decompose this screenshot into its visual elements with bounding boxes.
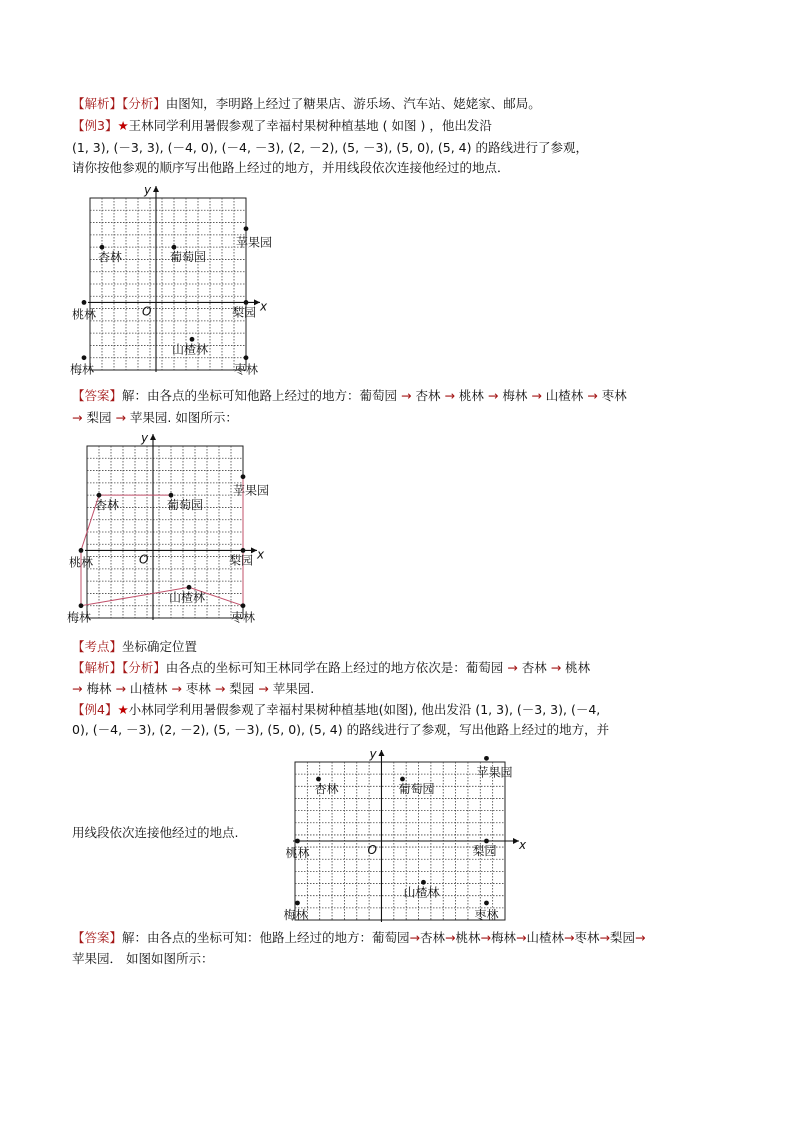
route-arrow: → (397, 388, 416, 403)
route-place: 梨园 (86, 410, 112, 425)
analysis-3-prefix: 由各点的坐标可知王林同学在路上经过的地方依次是： (165, 660, 466, 675)
route-arrow: → (516, 930, 527, 945)
coordinate-map-2 (67, 428, 272, 625)
y-axis-label: y (141, 431, 149, 445)
answer-4-suffix: ． 如图如图所示： (109, 951, 214, 966)
route-arrow: → (254, 681, 273, 696)
x-axis-label: x (519, 838, 527, 852)
tag-key-point: 【考点】 (72, 639, 123, 654)
route-place: 枣林 (574, 930, 600, 945)
map-point-label: 桃林 (69, 555, 94, 570)
route-place: 枣林 (185, 681, 211, 696)
map-point (421, 880, 426, 885)
key-point-text: 坐标确定位置 (122, 639, 198, 654)
map-point-label: 梨园 (232, 305, 257, 320)
map-point-label: 枣林 (234, 362, 259, 377)
route-place: 梅林 (502, 388, 528, 403)
route-arrow: → (564, 930, 575, 945)
example-4-line-2 (72, 720, 732, 740)
star-icon: ★ (117, 118, 129, 133)
map-point-label: 梅林 (67, 610, 92, 625)
origin-label: O (367, 843, 377, 857)
route-place: 山楂林 (545, 388, 584, 403)
route-place: 梅林 (86, 681, 112, 696)
map-point-label: 枣林 (474, 907, 499, 922)
analysis-text: 由图知，李明路上经过了糖果店、游乐场、汽车站、姥姥家、邮局。 (165, 96, 541, 111)
map-point-label: 杏林 (98, 250, 123, 265)
route-arrow: → (72, 681, 87, 696)
origin-label: O (142, 304, 152, 319)
example-4-text-2: 0), (－4, －3), (2, －2), (5, －3), (5, 0), (5, 4) 的路线进行了参观，写出他路上经过的地方，并 (72, 722, 610, 737)
map-figure-3 (282, 740, 532, 929)
route-arrow: → (480, 930, 492, 945)
tag-example-3: 【例3】 (72, 118, 118, 133)
example-3-line-2 (72, 138, 732, 158)
map-point-label: 葡萄园 (167, 498, 204, 513)
star-icon-2: ★ (117, 702, 129, 717)
map-point-label: 苹果园 (233, 483, 270, 498)
map-point (484, 901, 489, 906)
map-point-label: 山楂林 (169, 590, 206, 605)
map-point (79, 603, 84, 608)
analysis-3-suffix: . (310, 681, 315, 696)
answer-3-route-b (72, 410, 167, 425)
analysis-3-line-2 (72, 679, 732, 699)
map-point (244, 226, 249, 231)
map-point (244, 355, 249, 360)
map-point-label: 梨园 (472, 844, 497, 858)
analysis-3-route-a (466, 660, 590, 675)
tag-jiexi-2: 【解析】 (72, 660, 123, 675)
example-3-line-3 (72, 158, 732, 178)
route-place: 桃林 (455, 930, 481, 945)
example-4-text-3: 用线段依次连接他经过的地点. (72, 825, 239, 840)
answer-4-route-b (72, 951, 110, 966)
route-arrow: → (167, 681, 186, 696)
analysis-line-1 (72, 94, 732, 114)
tag-jiexi: 【解析】 (72, 96, 123, 111)
tag-example-4: 【例4】 (72, 702, 118, 717)
map-point (241, 474, 246, 479)
tag-answer: 【答案】 (72, 388, 123, 403)
route-place: 梨园 (610, 930, 636, 945)
map-point (100, 245, 105, 250)
route-arrow: → (111, 410, 130, 425)
map-point (241, 603, 246, 608)
route-place: 梅林 (491, 930, 517, 945)
map-point (244, 300, 249, 305)
map-point (172, 245, 177, 250)
map-point-label: 枣林 (231, 610, 256, 625)
map-point (97, 493, 102, 498)
route-arrow: → (72, 410, 87, 425)
answer-3-prefix: 解：由各点的坐标可知他路上经过的地方： (122, 388, 360, 403)
tag-fenxi-2: 【分析】 (122, 660, 166, 675)
y-axis-arrow-icon (378, 750, 384, 756)
route-place: 苹果园 (72, 951, 110, 966)
map-point (400, 777, 405, 782)
y-axis-arrow-icon (153, 186, 159, 192)
answer-3-line-1 (72, 386, 732, 406)
example-3-line-1 (72, 116, 732, 136)
route-place: 杏林 (420, 930, 446, 945)
route-arrow: → (583, 388, 602, 403)
analysis-3-route-b (72, 681, 310, 696)
x-axis-label: x (257, 547, 265, 562)
route-arrow: → (409, 930, 421, 945)
route-place: 葡萄园 (372, 930, 410, 945)
map-point-label: 苹果园 (476, 765, 513, 780)
map-point-label: 杏林 (314, 782, 339, 797)
map-point-label: 梨园 (229, 553, 254, 568)
answer-4-line-1 (72, 928, 732, 948)
map-point-label: 杏林 (95, 498, 120, 513)
route-arrow: → (503, 660, 522, 675)
map-point (295, 901, 300, 906)
map-figure-1 (72, 180, 272, 379)
map-figure-2 (67, 428, 272, 627)
route-place: 桃林 (458, 388, 484, 403)
example-3-text-3: 请你按他参观的顺序写出他路上经过的地方，并用线段依次连接他经过的地点． (72, 160, 510, 175)
route-place: 苹果园 (129, 410, 168, 425)
map-point-label: 桃林 (72, 307, 97, 322)
map-point (79, 548, 84, 553)
y-axis-label: y (369, 747, 377, 761)
map-point (241, 548, 246, 553)
y-axis-label: y (144, 183, 152, 197)
map-point-label: 山楂林 (403, 885, 440, 900)
route-path (81, 477, 243, 606)
map-point (316, 777, 321, 782)
route-arrow: → (483, 388, 503, 403)
answer-4-route-a: 葡萄园→杏林→桃林→梅林→山楂林→枣林→梨园→ (372, 930, 646, 945)
origin-label: O (139, 552, 149, 567)
example-4-line-3 (72, 823, 272, 843)
map-point-label: 苹果园 (236, 235, 273, 250)
map-point-label: 梅林 (283, 907, 308, 922)
answer-4-prefix: 解：由各点的坐标可知：他路上经过的地方： (122, 930, 373, 945)
coordinate-map-3 (282, 740, 532, 925)
route-place: 葡萄园 (465, 660, 504, 675)
map-point (190, 337, 195, 342)
y-axis-arrow-icon (150, 434, 156, 440)
route-arrow: → (440, 388, 459, 403)
route-place: 山楂林 (526, 930, 565, 945)
map-point (484, 756, 489, 761)
example-3-text-2: (1, 3), (－3, 3), (－4, 0), (－4, －3), (2, －2), (5, －3), (5, 0), (5, 4) 的路线进行了参观， (72, 140, 588, 155)
answer-3-line-2 (72, 408, 732, 428)
route-arrow: → (599, 930, 611, 945)
route-place: 杏林 (521, 660, 547, 675)
route-place: 葡萄园 (359, 388, 398, 403)
map-point-label: 桃林 (285, 846, 310, 860)
map-point-label: 葡萄园 (170, 250, 207, 265)
tag-answer-2: 【答案】 (72, 930, 123, 945)
route-place: 杏林 (415, 388, 441, 403)
route-arrow: → (210, 681, 230, 696)
map-point (82, 355, 87, 360)
coordinate-map-1 (72, 180, 272, 375)
map-point-label: 山楂林 (172, 342, 209, 357)
route-place: 枣林 (601, 388, 627, 403)
key-point-line (72, 637, 732, 657)
analysis-3-line-1 (72, 658, 732, 678)
map-point (82, 300, 87, 305)
map-point-label: 梅林 (70, 362, 95, 377)
map-point (295, 839, 300, 844)
answer-3-route-a (360, 388, 627, 403)
route-place: 苹果园 (272, 681, 311, 696)
tag-fenxi: 【分析】 (122, 96, 166, 111)
answer-4-line-2 (72, 949, 732, 969)
map-point (187, 585, 192, 590)
route-arrow: → (546, 660, 566, 675)
route-place: 桃林 (565, 660, 591, 675)
route-place: 梨园 (229, 681, 255, 696)
example-3-text-1: 王林同学利用暑假参观了幸福村果树种植基地 ( 如图 ) ，他出发沿 (128, 118, 492, 133)
route-arrow: → (527, 388, 546, 403)
map-point (169, 493, 174, 498)
example-4-line-1 (72, 700, 732, 720)
answer-3-suffix: . 如图所示： (167, 410, 238, 425)
map-point-label: 葡萄园 (398, 782, 435, 797)
x-axis-label: x (260, 299, 268, 314)
route-arrow: → (111, 681, 130, 696)
example-4-text-1: 小林同学利用暑假参观了幸福村果树种植基地(如图), 他出发沿 (1, 3), (－3, 3), (－4, (128, 702, 601, 717)
map-point (484, 839, 489, 844)
route-place: 山楂林 (129, 681, 168, 696)
route-arrow: → (445, 930, 456, 945)
